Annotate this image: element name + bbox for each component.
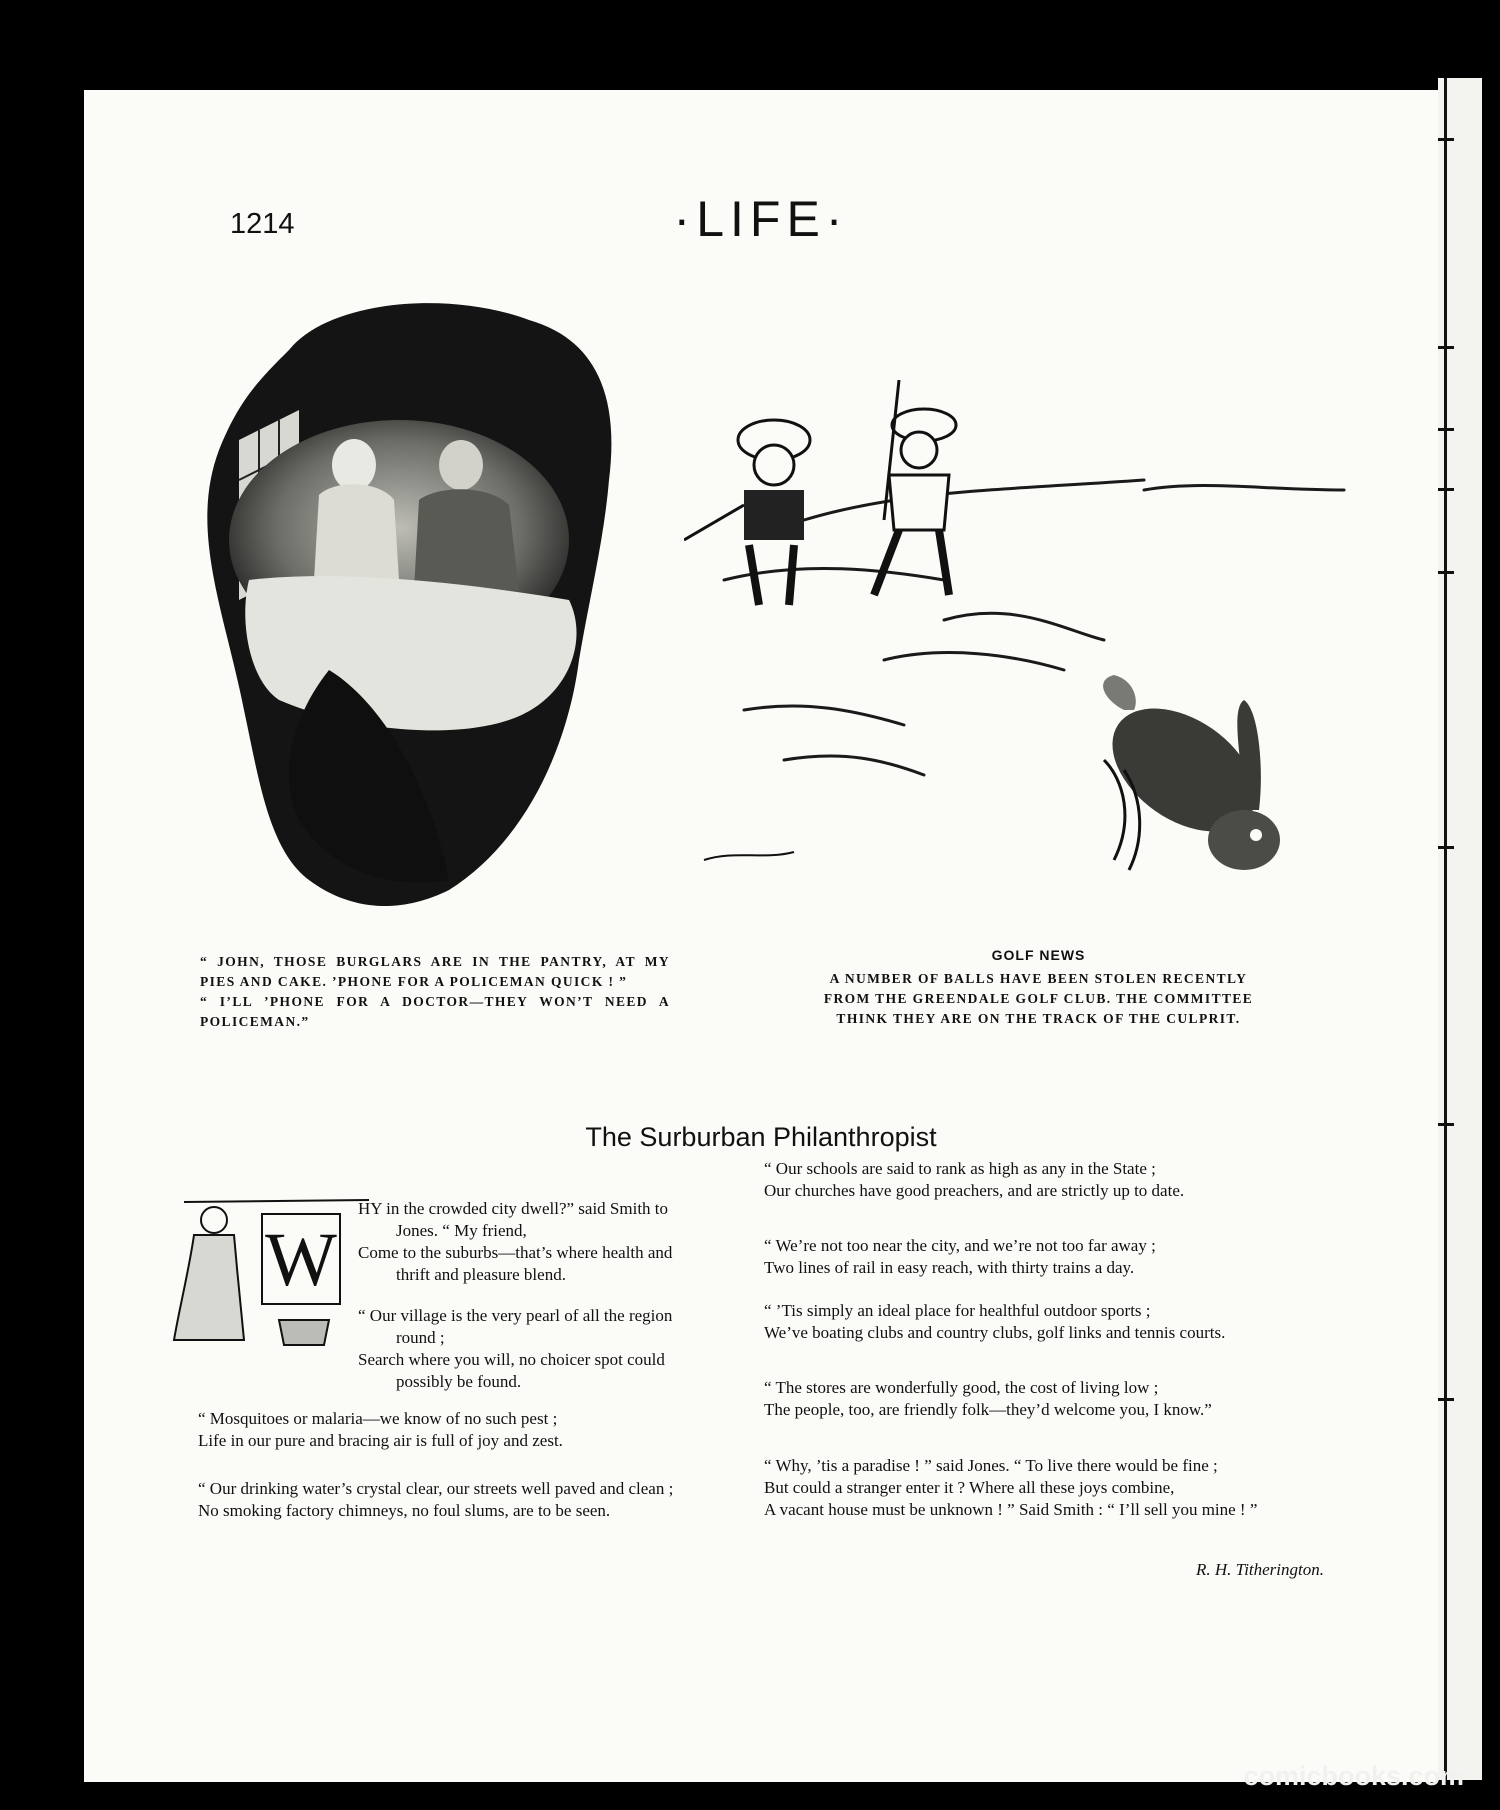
woman-face	[332, 439, 376, 491]
poem-line: Life in our pure and bracing air is full of joy and zest.	[198, 1431, 563, 1450]
watermark: comicbooks.com	[1243, 1761, 1464, 1791]
rabbit	[1090, 675, 1280, 870]
right-stanza-5	[764, 1455, 1264, 1521]
poem-line: “ Our village is the very pearl of all the region round ;	[358, 1306, 673, 1347]
poem-line: The people, too, are friendly folk—they’d welcome you, I know.”	[764, 1400, 1212, 1419]
right-stanza-4	[764, 1377, 1264, 1421]
man-face	[439, 440, 483, 490]
poem-line: Search where you will, no choicer spot could possibly be found.	[358, 1350, 665, 1391]
page-number: 1214	[230, 208, 295, 240]
golfer-right	[874, 380, 956, 595]
drop-cap-letter: W	[265, 1218, 337, 1302]
poem-line: “ Why, ’tis a paradise ! ” said Jones. “ To live there would be fine ;	[764, 1456, 1218, 1475]
caption-line-1: “ JOHN, THOSE BURGLARS ARE IN THE PANTRY, AT MY PIES AND CAKE. ’PHONE FOR A POLICEMAN QUICK ! ”	[200, 954, 670, 989]
poem-line: But could a stranger enter it ? Where all these joys combine,	[764, 1478, 1175, 1497]
poem-line: “ ’Tis simply an ideal place for healthful outdoor sports ;	[764, 1301, 1151, 1320]
poem-line: Come to the suburbs—that’s where health and thrift and pleasure blend.	[358, 1243, 673, 1284]
poem-line: “ The stores are wonderfully good, the cost of living low ;	[764, 1378, 1159, 1397]
poem-line: “ Our schools are said to rank as high as any in the State ;	[764, 1159, 1156, 1178]
caption-line-2: “ I’LL ’PHONE FOR A DOCTOR—THEY WON’T NEED A POLICEMAN.”	[200, 994, 670, 1029]
golf-news-text: A NUMBER OF BALLS HAVE BEEN STOLEN RECENTLY FROM THE GREENDALE GOLF CLUB. THE COMMITTEE THINK THEY ARE ON THE TRACK OF THE CULPRIT.	[823, 971, 1254, 1026]
left-stanza-1	[358, 1198, 678, 1286]
bedroom-illustration	[149, 280, 709, 920]
right-stanza-2	[764, 1235, 1264, 1279]
poem-line: A vacant house must be unknown ! ” Said Smith : “ I’ll sell you mine ! ”	[764, 1500, 1258, 1519]
author-signature: R. H. Titherington.	[1196, 1560, 1324, 1579]
drop-cap-illustration	[169, 1190, 369, 1350]
golfer-left	[684, 420, 810, 605]
left-stanza-3	[198, 1408, 698, 1452]
left-stanza-4	[198, 1478, 698, 1522]
golf-rabbit-illustration	[684, 380, 1384, 920]
poem-line: We’ve boating clubs and country clubs, golf links and tennis courts.	[764, 1323, 1226, 1342]
left-stanza-2	[358, 1305, 678, 1393]
right-stanza-1	[764, 1158, 1264, 1202]
poem-line: “ Mosquitoes or malaria—we know of no such pest ;	[198, 1409, 558, 1428]
golf-news-title: GOLF NEWS	[991, 947, 1086, 963]
adjacent-page-edge	[1438, 78, 1482, 1780]
magazine-page	[84, 90, 1438, 1782]
poem-line: HY in the crowded city dwell?” said Smith to Jones. “ My friend,	[358, 1199, 669, 1240]
poem-line: Two lines of rail in easy reach, with thirty trains a day.	[764, 1258, 1135, 1277]
poem-title: The Surburban Philanthropist	[585, 1122, 937, 1152]
right-stanza-3	[764, 1300, 1264, 1344]
poem-line: Our churches have good preachers, and are strictly up to date.	[764, 1181, 1185, 1200]
poem-line: No smoking factory chimneys, no foul slums, are to be seen.	[198, 1501, 611, 1520]
poem-line: “ Our drinking water’s crystal clear, our streets well paved and clean ;	[198, 1479, 674, 1498]
poem-author	[1084, 1559, 1324, 1581]
masthead-title: ·LIFE·	[673, 191, 849, 247]
golf-cartoon-caption	[811, 945, 1266, 1029]
poem-line: “ We’re not too near the city, and we’re not too far away ;	[764, 1236, 1156, 1255]
bedroom-cartoon-caption	[200, 952, 670, 1032]
